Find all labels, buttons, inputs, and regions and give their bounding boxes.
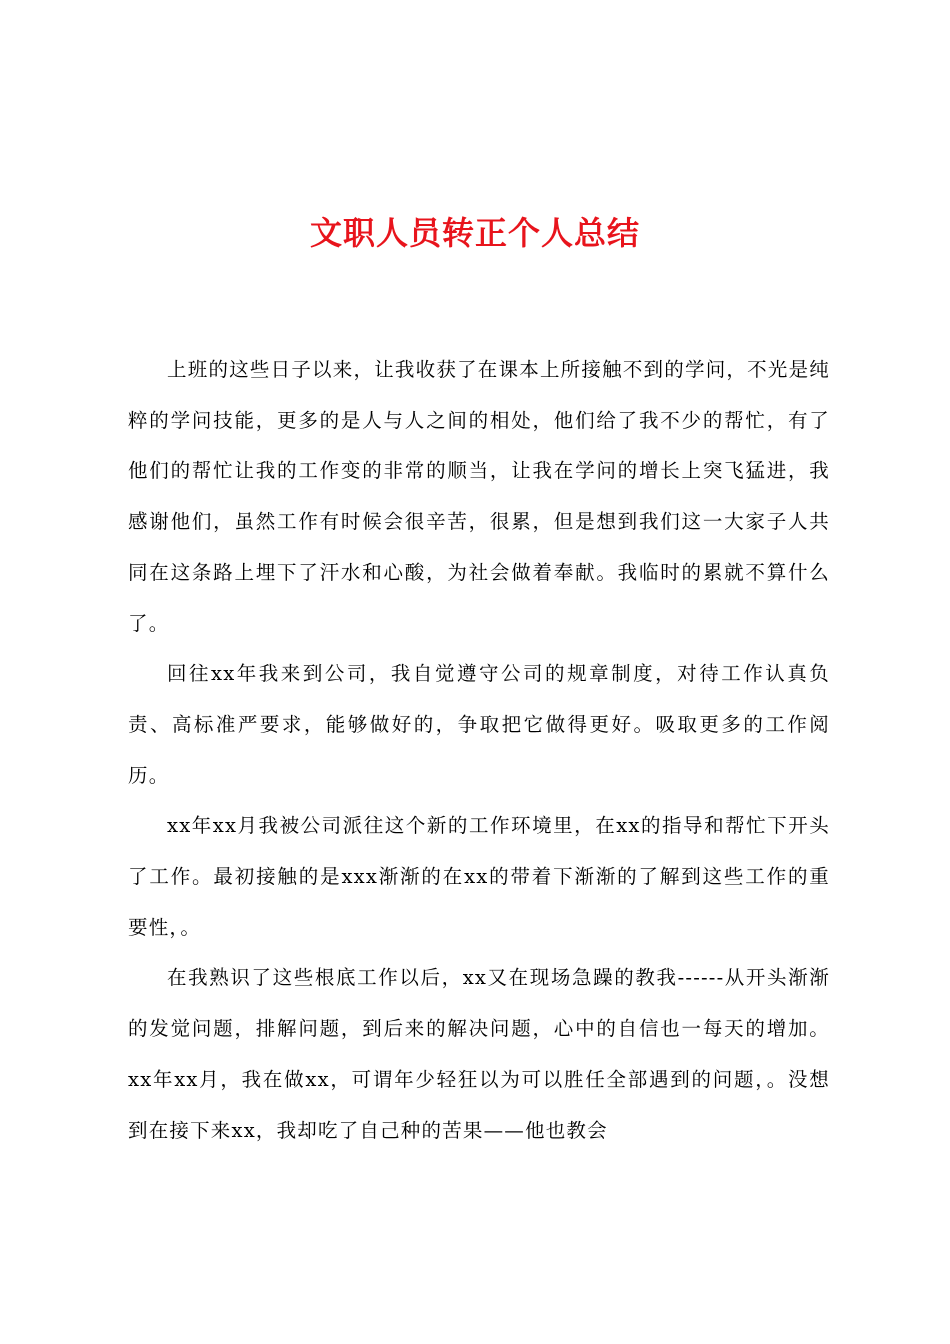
paragraph-3: xx年xx月我被公司派往这个新的工作环境里，在xx的指导和帮忙下开头了工作。最初接触的是xxx渐渐的在xx的带着下渐渐的了解到这些工作的重要性，。 bbox=[128, 814, 830, 939]
document-body bbox=[128, 345, 830, 1156]
paragraph-4: 在我熟识了这些根底工作以后，xx又在现场急躁的教我------从开头渐渐的发觉问题，排解问题，到后来的解决问题，心中的自信也一每天的增加。 xx年xx月，我在做xx，可谓年少轻狂以为可以胜任全部遇到的问题，。没想到在接下来xx，我却吃了自己种的苦果——他也教会 bbox=[128, 966, 830, 1142]
paragraph-2: 回往xx年我来到公司，我自觉遵守公司的规章制度，对待工作认真负责、高标准严要求，能够做好的，争取把它做得更好。吸取更多的工作阅历。 bbox=[128, 662, 830, 787]
document-title: 文职人员转正个人总结 bbox=[309, 214, 640, 252]
paragraph-1: 上班的这些日子以来，让我收获了在课本上所接触不到的学问，不光是纯粹的学问技能，更多的是人与人之间的相处，他们给了我不少的帮忙，有了他们的帮忙让我的工作变的非常的顺当，让我在学问的增长上突飞猛进，我感谢他们，虽然工作有时候会很辛苦，很累，但是想到我们这一大家子人共同在这条路上埋下了汗水和心酸，为社会做着奉献。我临时的累就不算什么了。 bbox=[128, 358, 830, 635]
